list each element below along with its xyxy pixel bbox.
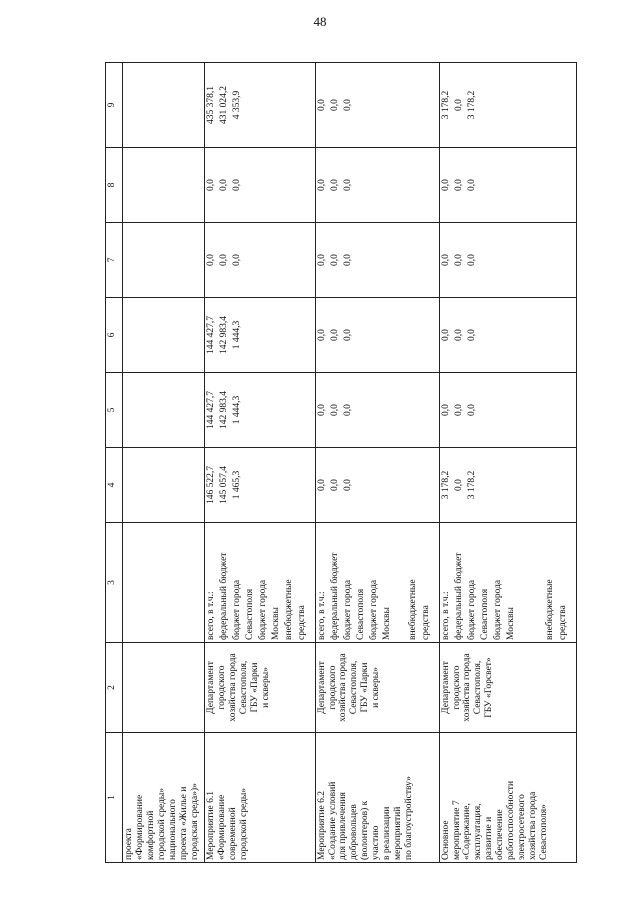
funding-source-line: бюджет города <box>232 579 243 640</box>
amount-value: 0,0 <box>440 179 451 191</box>
amount-value: 0,0 <box>342 179 353 191</box>
amount-value: 0,0 <box>453 404 464 416</box>
amount-value: 1 465,3 <box>232 470 243 500</box>
rotated-table-wrapper <box>105 63 577 863</box>
amount-value: 0,0 <box>219 254 230 266</box>
funding-source-line: внебюджетные <box>407 579 418 640</box>
amount-cell <box>123 148 205 223</box>
amount-cell <box>205 223 316 298</box>
amount-value: 0,0 <box>342 329 353 341</box>
amount-value: 0,0 <box>466 179 477 191</box>
amount-cell <box>315 223 439 298</box>
activity-name-cell: Мероприятие 6.2 «Создание условий для привлечения добровольцев (волонтеров) к участию в реализации мероприятий по благоустройству» <box>315 733 439 863</box>
amount-value: 142 983,4 <box>219 316 230 354</box>
amount-value: 0,0 <box>453 479 464 491</box>
amount-value: 3 178,2 <box>466 470 477 500</box>
activity-name-cell: Основное мероприятие 7 «Содержание, эксплуатация, развитие и обеспечение работоспособности электросетевого хозяйства города Севастополя» <box>439 733 576 863</box>
funding-source-line: федеральный бюджет <box>219 552 230 640</box>
amount-value: 0,0 <box>316 99 327 111</box>
amount-value: 4 353,9 <box>232 90 243 120</box>
amount-value: 0,0 <box>329 404 340 416</box>
amount-value: 0,0 <box>453 329 464 341</box>
funding-source-line <box>395 525 408 640</box>
amount-cell <box>123 373 205 448</box>
amount-value: 3 178,2 <box>440 90 451 120</box>
amount-cell <box>439 223 576 298</box>
amount-value: 0,0 <box>329 179 340 191</box>
funding-source-cell <box>315 523 439 643</box>
amount-value: 0,0 <box>329 479 340 491</box>
funding-source-line: бюджет города <box>492 579 503 640</box>
amount-value: 144 427,7 <box>206 316 217 354</box>
executor-cell <box>123 643 205 733</box>
funding-source-line: бюджет города <box>466 579 477 640</box>
amount-value: 0,0 <box>453 99 464 111</box>
column-header: 7 <box>106 223 123 298</box>
column-header: 4 <box>106 448 123 523</box>
funding-source-line: средства <box>420 605 431 640</box>
amount-cell <box>205 373 316 448</box>
amount-cell <box>439 63 576 148</box>
amount-cell <box>315 298 439 373</box>
funding-source-line: средства <box>557 605 568 640</box>
funding-source-line: всего, в т.ч.: <box>206 591 217 640</box>
funding-source-line: бюджет города <box>368 579 379 640</box>
amount-cell <box>123 298 205 373</box>
amount-cell <box>315 63 439 148</box>
funding-source-line: Севастополя <box>479 588 490 640</box>
amount-value: 0,0 <box>453 254 464 266</box>
amount-value: 431 024,2 <box>219 86 230 124</box>
amount-value: 0,0 <box>232 254 243 266</box>
amount-cell <box>439 298 576 373</box>
header-row <box>106 63 123 863</box>
column-header: 2 <box>106 643 123 733</box>
funding-source-line: средства <box>297 605 308 640</box>
amount-cell <box>315 148 439 223</box>
amount-value: 142 983,4 <box>219 391 230 429</box>
amount-value: 0,0 <box>453 179 464 191</box>
amount-value: 3 178,2 <box>466 90 477 120</box>
executor-cell: Департамент городского хозяйства города Севастополя, ГБУ «Горсвет» <box>439 643 576 733</box>
executor-cell: Департамент городского хозяйства города Севастополя, ГБУ «Парки и скверы» <box>205 643 316 733</box>
amount-value: 0,0 <box>342 254 353 266</box>
table-row <box>439 63 576 863</box>
amount-value: 435 378,1 <box>206 86 217 124</box>
amount-value: 0,0 <box>219 179 230 191</box>
amount-value: 0,0 <box>206 254 217 266</box>
amount-cell <box>315 448 439 523</box>
amount-value: 146 522,7 <box>206 466 217 504</box>
amount-value: 0,0 <box>316 254 327 266</box>
amount-cell <box>439 148 576 223</box>
funding-source-line: Москвы <box>271 607 282 640</box>
funding-source-line: всего, в т.ч.: <box>440 591 451 640</box>
funding-source-cell <box>439 523 576 643</box>
amount-value: 1 444,3 <box>232 320 243 350</box>
funding-source-line: Москвы <box>381 607 392 640</box>
amount-value: 0,0 <box>329 254 340 266</box>
table-row <box>315 63 439 863</box>
funding-source-line: внебюджетные <box>544 579 555 640</box>
table-row <box>205 63 316 863</box>
funding-source-line: Севастополя <box>245 588 256 640</box>
amount-value: 0,0 <box>316 329 327 341</box>
amount-cell <box>439 448 576 523</box>
executor-cell: Департамент городского хозяйства города Севастополя, ГБУ «Парки и скверы» <box>315 643 439 733</box>
amount-value: 0,0 <box>316 404 327 416</box>
amount-cell <box>123 63 205 148</box>
amount-value: 0,0 <box>466 254 477 266</box>
column-header: 9 <box>106 63 123 148</box>
amount-cell <box>123 223 205 298</box>
amount-value: 1 444,3 <box>232 395 243 425</box>
column-header: 6 <box>106 298 123 373</box>
amount-value: 0,0 <box>342 99 353 111</box>
funding-source-line: федеральный бюджет <box>329 552 340 640</box>
funding-source-line: Севастополя <box>355 588 366 640</box>
amount-value: 144 427,7 <box>206 391 217 429</box>
amount-value: 0,0 <box>342 479 353 491</box>
amount-value: 0,0 <box>316 179 327 191</box>
amount-value: 0,0 <box>466 404 477 416</box>
amount-value: 0,0 <box>329 329 340 341</box>
funding-source-line: федеральный бюджет <box>453 552 464 640</box>
amount-cell <box>205 148 316 223</box>
column-header: 5 <box>106 373 123 448</box>
amount-value: 0,0 <box>440 404 451 416</box>
table-row <box>123 63 205 863</box>
column-header: 8 <box>106 148 123 223</box>
activity-name-cell: проекта «Формирование комфортной городской среды» национального проекта «Жилье и городская среда»)» <box>123 733 205 863</box>
amount-cell <box>123 448 205 523</box>
amount-value: 0,0 <box>206 179 217 191</box>
amount-value: 0,0 <box>466 329 477 341</box>
activity-name-cell: Мероприятие 6.1 «Формирование современной городской среды» <box>205 733 316 863</box>
funding-source-line <box>532 525 545 640</box>
funding-source-line: внебюджетные <box>284 579 295 640</box>
amount-cell <box>205 298 316 373</box>
amount-value: 0,0 <box>440 254 451 266</box>
funding-source-line: бюджет города <box>342 579 353 640</box>
amount-value: 145 057,4 <box>219 466 230 504</box>
budget-table <box>105 62 577 863</box>
amount-cell <box>205 63 316 148</box>
funding-source-line: всего, в т.ч.: <box>316 591 327 640</box>
funding-source-line: бюджет города <box>258 579 269 640</box>
amount-value: 0,0 <box>232 179 243 191</box>
funding-source-cell <box>205 523 316 643</box>
amount-value: 0,0 <box>440 329 451 341</box>
funding-source-cell <box>123 523 205 643</box>
column-header: 3 <box>106 523 123 643</box>
page-number: 48 <box>313 14 327 29</box>
column-header: 1 <box>106 733 123 863</box>
amount-value: 0,0 <box>342 404 353 416</box>
amount-cell <box>205 448 316 523</box>
amount-value: 0,0 <box>316 479 327 491</box>
amount-value: 0,0 <box>329 99 340 111</box>
amount-value: 3 178,2 <box>440 470 451 500</box>
funding-source-line <box>519 525 532 640</box>
amount-cell <box>439 373 576 448</box>
amount-cell <box>315 373 439 448</box>
funding-source-line: Москвы <box>505 607 516 640</box>
